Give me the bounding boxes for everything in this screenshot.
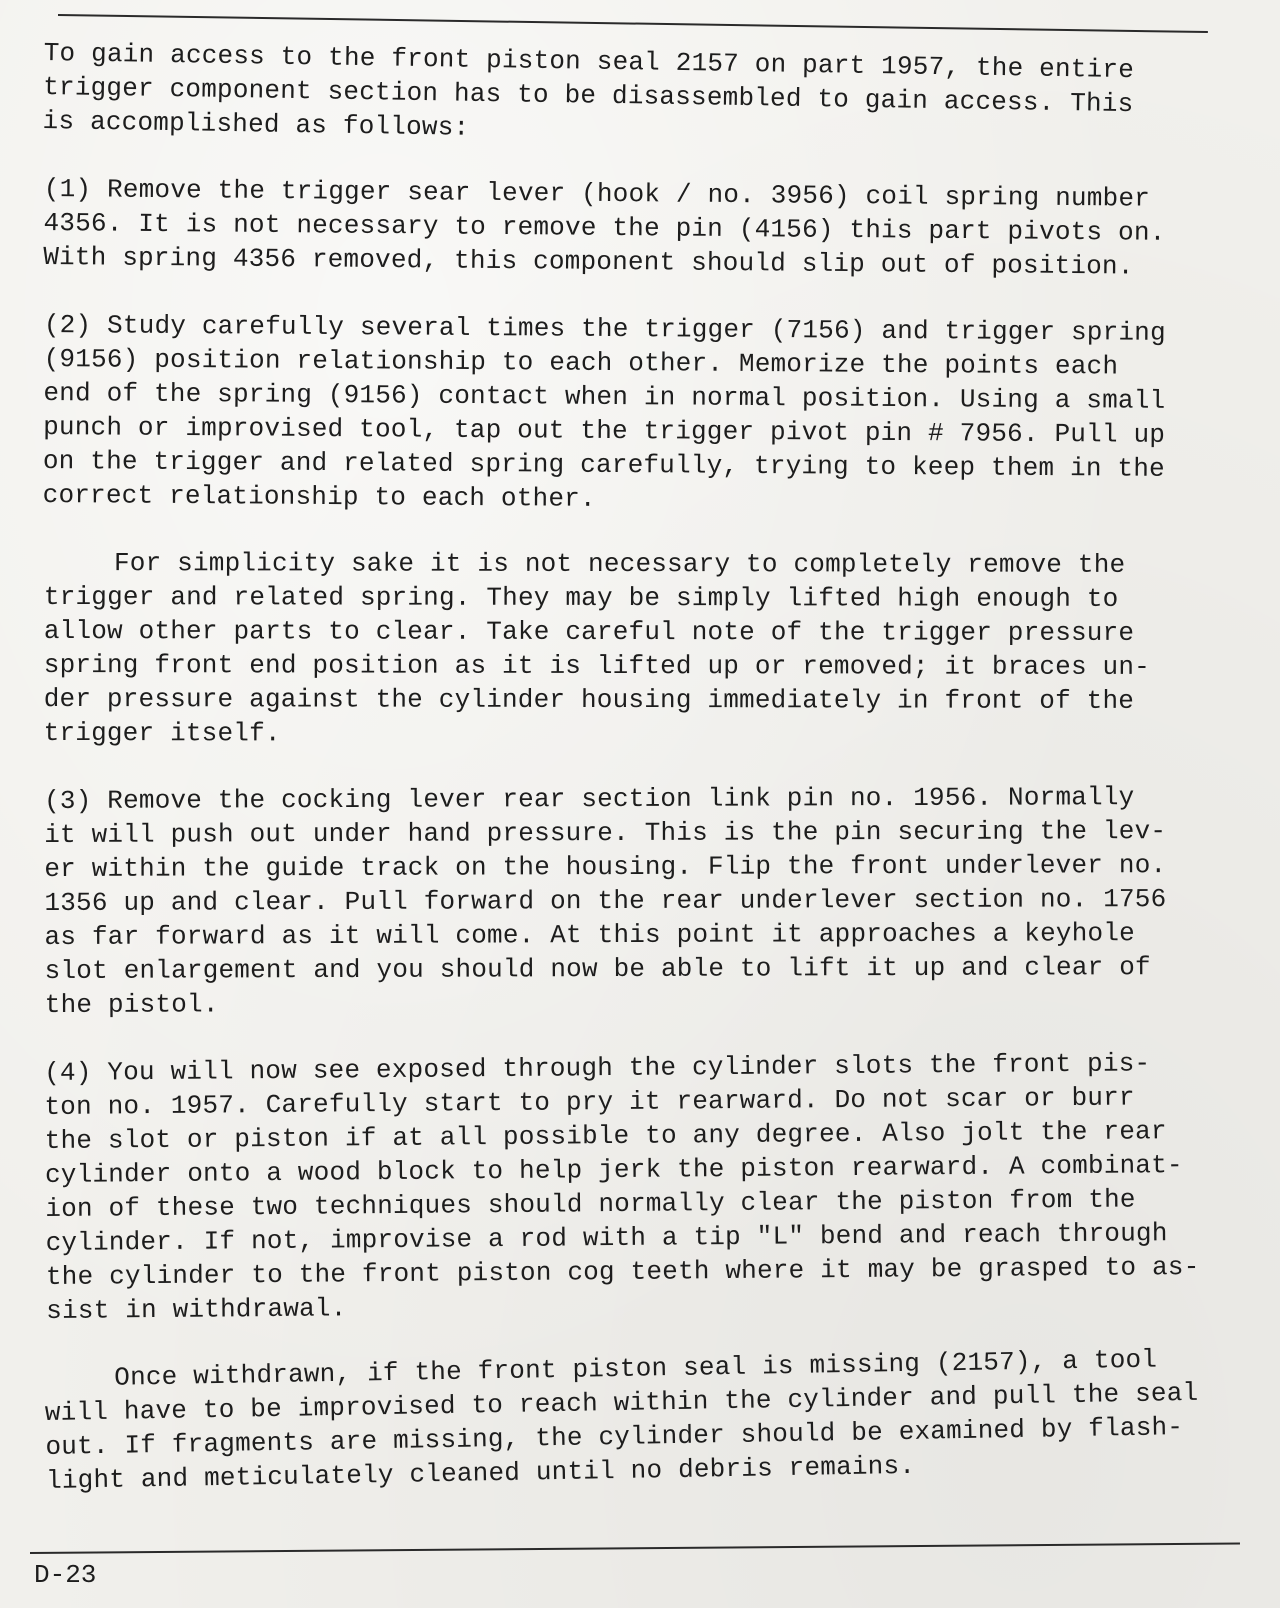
closing-paragraph: Once withdrawn, if the front piston seal is missing (2157), a tool will have to be improvised to reach within the cylinder and pull the seal out. If fragments are missing, the cylinder should be examined by flash- light and meticulately cleaned until no debris remains. (44, 1344, 1199, 1496)
document-body (44, 36, 1234, 1498)
step-3-paragraph: (3) Remove the cocking lever rear section link pin no. 1956. Normally it will push out under hand pressure. This is the pin securing the lev- er within the guide track on the housing. Flip the front underlever no. 1356 up and clear. Pull forward on the rear underlever section no. 1756 as far forward as it will come. At this point it approaches a keyhole slot enlargement and you should now be able to lift it up and clear of the pistol. (44, 782, 1167, 1020)
top-rule (58, 14, 1208, 33)
intro-paragraph: To gain access to the front piston seal 2157 on part 1957, the entire trigger component section has to be disassembled to gain access. This is accomplished as follows: (42, 37, 1135, 143)
bottom-rule (30, 1542, 1240, 1554)
simplicity-note-paragraph: For simplicity sake it is not necessary to completely remove the trigger and related spring. They may be simply lifted high enough to allow other parts to clear. Take careful note of the trigger pressure spring front end position as it is lifted up or removed; it braces un- der pressure against the cylinder housing immediately in front of the trigger itself. (43, 548, 1151, 749)
page-number: D-23 (34, 1560, 97, 1590)
step-2-paragraph: (2) Study carefully several times the trigger (7156) and trigger spring (9156) position relationship to each other. Memorize the points each end of the spring (9156) contact when in normal position. Using a small punch or improvised tool, tap out the trigger pivot pin # 7956. Pull up on the trigger and related spring carefully, trying to keep them in the correct relationship to each other. (42, 309, 1166, 514)
step-1-paragraph: (1) Remove the trigger sear lever (hook / no. 3956) coil spring number 4356. It is not necessary to remove the pin (4156) this part pivots on. With spring 4356 removed, this component should slip out of position. (43, 173, 1166, 282)
step-4-paragraph: (4) You will now see exposed through the cylinder slots the front pis- ton no. 1957. Carefully start to pry it rearward. Do not scar or burr the slot or piston if at all possible to any degree. Also jolt the rear cylinder onto a wood block to help jerk the piston rearward. A combinat- ion of these two techniques should normally clear the piston from the cylinder. If not, improvise a rod with a tip "L" bend and reach through the cylinder to the front piston cog teeth where it may be grasped to as- sist in withdrawal. (44, 1048, 1200, 1326)
